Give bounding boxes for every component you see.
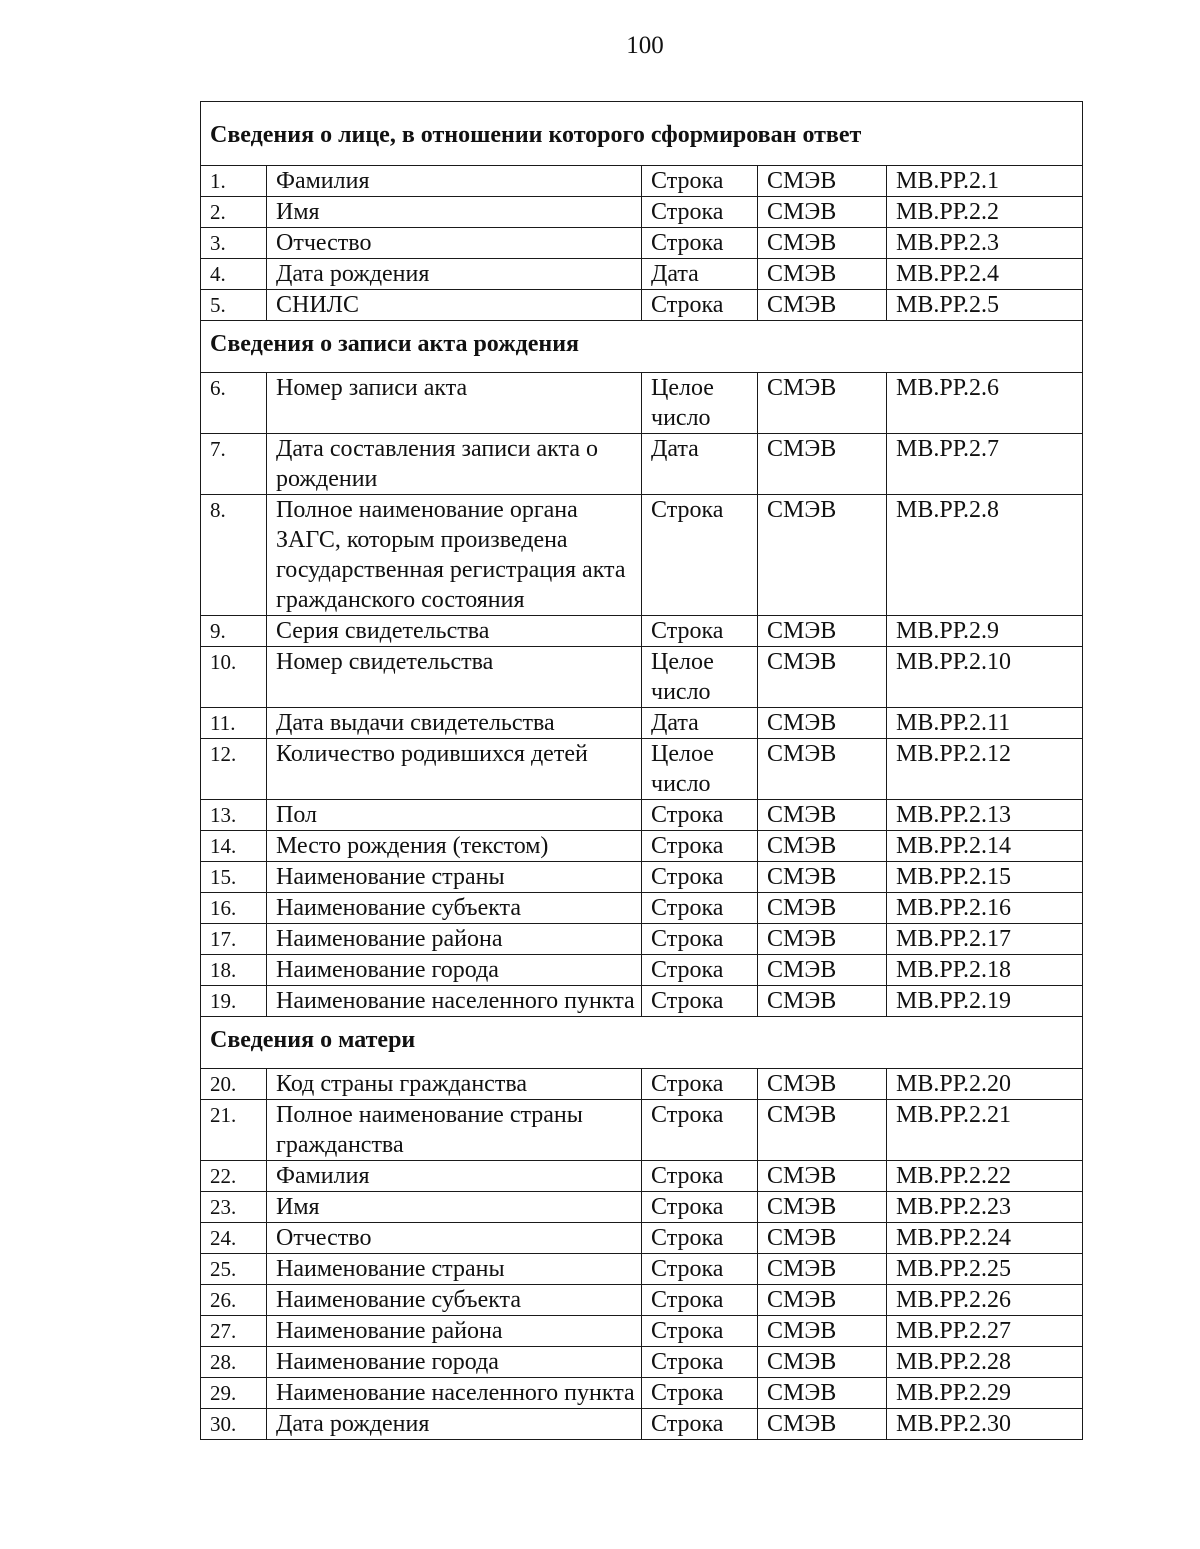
- table-row: [201, 197, 1083, 228]
- field-source: СМЭВ: [758, 924, 887, 955]
- field-code: МВ.РР.2.9: [887, 616, 1083, 647]
- field-source: СМЭВ: [758, 1192, 887, 1223]
- row-number: 23.: [201, 1192, 267, 1223]
- field-source: СМЭВ: [758, 1378, 887, 1409]
- field-source: СМЭВ: [758, 1254, 887, 1285]
- row-number: 29.: [201, 1378, 267, 1409]
- field-type: Строка: [642, 166, 758, 197]
- field-name: Количество родившихся детей: [267, 739, 642, 800]
- table-row: [201, 616, 1083, 647]
- row-number: 1.: [201, 166, 267, 197]
- row-number: 28.: [201, 1347, 267, 1378]
- field-code: МВ.РР.2.18: [887, 955, 1083, 986]
- row-number: 30.: [201, 1409, 267, 1440]
- row-number: 24.: [201, 1223, 267, 1254]
- field-type: Строка: [642, 924, 758, 955]
- row-number: 5.: [201, 290, 267, 321]
- field-code: МВ.РР.2.23: [887, 1192, 1083, 1223]
- field-code: МВ.РР.2.5: [887, 290, 1083, 321]
- row-number: 10.: [201, 647, 267, 708]
- table-row: [201, 259, 1083, 290]
- row-number: 13.: [201, 800, 267, 831]
- field-source: СМЭВ: [758, 955, 887, 986]
- row-number: 3.: [201, 228, 267, 259]
- field-code: МВ.РР.2.4: [887, 259, 1083, 290]
- field-source: СМЭВ: [758, 197, 887, 228]
- field-code: МВ.РР.2.21: [887, 1100, 1083, 1161]
- field-source: СМЭВ: [758, 1316, 887, 1347]
- row-number: 20.: [201, 1069, 267, 1100]
- row-number: 11.: [201, 708, 267, 739]
- field-code: МВ.РР.2.12: [887, 739, 1083, 800]
- table-row: [201, 290, 1083, 321]
- field-name: Наименование субъекта: [267, 893, 642, 924]
- field-source: СМЭВ: [758, 1347, 887, 1378]
- field-name: Номер записи акта: [267, 373, 642, 434]
- row-number: 14.: [201, 831, 267, 862]
- row-number: 7.: [201, 434, 267, 495]
- table-row: [201, 373, 1083, 434]
- field-type: Целое число: [642, 739, 758, 800]
- row-number: 9.: [201, 616, 267, 647]
- section-header-row: [201, 1017, 1083, 1069]
- field-name: Имя: [267, 1192, 642, 1223]
- field-code: МВ.РР.2.13: [887, 800, 1083, 831]
- row-number: 12.: [201, 739, 267, 800]
- field-type: Строка: [642, 1347, 758, 1378]
- field-type: Целое число: [642, 373, 758, 434]
- field-source: СМЭВ: [758, 434, 887, 495]
- field-type: Дата: [642, 708, 758, 739]
- field-type: Строка: [642, 986, 758, 1017]
- field-name: Имя: [267, 197, 642, 228]
- field-type: Строка: [642, 290, 758, 321]
- field-source: СМЭВ: [758, 1223, 887, 1254]
- field-type: Строка: [642, 1316, 758, 1347]
- field-code: МВ.РР.2.25: [887, 1254, 1083, 1285]
- field-name: Наименование района: [267, 1316, 642, 1347]
- field-type: Дата: [642, 434, 758, 495]
- section-header-row: [201, 321, 1083, 373]
- row-number: 16.: [201, 893, 267, 924]
- field-name: Полное наименование органа ЗАГС, которым произведена государственная регистрация акта гражданского состояния: [267, 495, 642, 616]
- field-name: Наименование города: [267, 1347, 642, 1378]
- table-row: [201, 831, 1083, 862]
- field-type: Строка: [642, 955, 758, 986]
- field-source: СМЭВ: [758, 862, 887, 893]
- field-source: СМЭВ: [758, 1100, 887, 1161]
- field-code: МВ.РР.2.6: [887, 373, 1083, 434]
- field-name: Серия свидетельства: [267, 616, 642, 647]
- field-name: Код страны гражданства: [267, 1069, 642, 1100]
- field-name: Отчество: [267, 228, 642, 259]
- row-number: 8.: [201, 495, 267, 616]
- field-name: Дата рождения: [267, 259, 642, 290]
- field-type: Строка: [642, 1192, 758, 1223]
- field-name: Дата составления записи акта о рождении: [267, 434, 642, 495]
- field-source: СМЭВ: [758, 290, 887, 321]
- field-name: Наименование страны: [267, 1254, 642, 1285]
- table-row: [201, 924, 1083, 955]
- field-code: МВ.РР.2.20: [887, 1069, 1083, 1100]
- field-type: Целое число: [642, 647, 758, 708]
- field-source: СМЭВ: [758, 800, 887, 831]
- field-code: МВ.РР.2.16: [887, 893, 1083, 924]
- field-source: СМЭВ: [758, 616, 887, 647]
- field-name: Наименование района: [267, 924, 642, 955]
- field-name: Дата выдачи свидетельства: [267, 708, 642, 739]
- field-code: МВ.РР.2.17: [887, 924, 1083, 955]
- field-type: Строка: [642, 228, 758, 259]
- table-row: [201, 1316, 1083, 1347]
- field-code: МВ.РР.2.8: [887, 495, 1083, 616]
- table-row: [201, 434, 1083, 495]
- field-type: Строка: [642, 1100, 758, 1161]
- table-row: [201, 1069, 1083, 1100]
- row-number: 18.: [201, 955, 267, 986]
- table-row: [201, 1285, 1083, 1316]
- attributes-table: [200, 101, 1083, 1440]
- field-type: Дата: [642, 259, 758, 290]
- field-name: Полное наименование страны гражданства: [267, 1100, 642, 1161]
- field-code: МВ.РР.2.30: [887, 1409, 1083, 1440]
- row-number: 19.: [201, 986, 267, 1017]
- table-row: [201, 647, 1083, 708]
- table-row: [201, 1161, 1083, 1192]
- field-code: МВ.РР.2.22: [887, 1161, 1083, 1192]
- field-code: МВ.РР.2.26: [887, 1285, 1083, 1316]
- field-code: МВ.РР.2.15: [887, 862, 1083, 893]
- field-code: МВ.РР.2.11: [887, 708, 1083, 739]
- field-type: Строка: [642, 1409, 758, 1440]
- table-row: [201, 1409, 1083, 1440]
- field-type: Строка: [642, 1069, 758, 1100]
- field-source: СМЭВ: [758, 1409, 887, 1440]
- table-row: [201, 862, 1083, 893]
- table-row: [201, 1223, 1083, 1254]
- table-row: [201, 1254, 1083, 1285]
- field-code: МВ.РР.2.27: [887, 1316, 1083, 1347]
- field-name: Наименование населенного пункта: [267, 986, 642, 1017]
- section-title: Сведения о лице, в отношении которого сформирован ответ: [201, 102, 1083, 166]
- table-row: [201, 986, 1083, 1017]
- table-row: [201, 166, 1083, 197]
- field-source: СМЭВ: [758, 259, 887, 290]
- page-number: 100: [626, 32, 664, 59]
- field-name: Наименование субъекта: [267, 1285, 642, 1316]
- field-name: Пол: [267, 800, 642, 831]
- table-row: [201, 495, 1083, 616]
- field-name: Номер свидетельства: [267, 647, 642, 708]
- row-number: 27.: [201, 1316, 267, 1347]
- row-number: 21.: [201, 1100, 267, 1161]
- field-name: Отчество: [267, 1223, 642, 1254]
- field-name: Фамилия: [267, 1161, 642, 1192]
- section-title: Сведения о записи акта рождения: [201, 321, 1083, 373]
- field-type: Строка: [642, 616, 758, 647]
- field-type: Строка: [642, 862, 758, 893]
- field-code: МВ.РР.2.3: [887, 228, 1083, 259]
- table-row: [201, 955, 1083, 986]
- table-row: [201, 800, 1083, 831]
- field-name: Дата рождения: [267, 1409, 642, 1440]
- field-code: МВ.РР.2.24: [887, 1223, 1083, 1254]
- field-source: СМЭВ: [758, 166, 887, 197]
- field-type: Строка: [642, 893, 758, 924]
- field-type: Строка: [642, 197, 758, 228]
- field-name: Наименование страны: [267, 862, 642, 893]
- field-code: МВ.РР.2.2: [887, 197, 1083, 228]
- field-name: СНИЛС: [267, 290, 642, 321]
- row-number: 22.: [201, 1161, 267, 1192]
- field-source: СМЭВ: [758, 228, 887, 259]
- table-row: [201, 1100, 1083, 1161]
- table-row: [201, 228, 1083, 259]
- field-name: Наименование города: [267, 955, 642, 986]
- field-type: Строка: [642, 495, 758, 616]
- field-name: Место рождения (текстом): [267, 831, 642, 862]
- row-number: 2.: [201, 197, 267, 228]
- field-code: МВ.РР.2.29: [887, 1378, 1083, 1409]
- table-row: [201, 1347, 1083, 1378]
- field-type: Строка: [642, 800, 758, 831]
- field-source: СМЭВ: [758, 986, 887, 1017]
- row-number: 4.: [201, 259, 267, 290]
- field-name: Фамилия: [267, 166, 642, 197]
- table-row: [201, 1378, 1083, 1409]
- table-row: [201, 893, 1083, 924]
- field-source: СМЭВ: [758, 1161, 887, 1192]
- field-code: МВ.РР.2.14: [887, 831, 1083, 862]
- field-code: МВ.РР.2.1: [887, 166, 1083, 197]
- section-header-row: [201, 102, 1083, 166]
- row-number: 25.: [201, 1254, 267, 1285]
- row-number: 15.: [201, 862, 267, 893]
- field-source: СМЭВ: [758, 647, 887, 708]
- row-number: 17.: [201, 924, 267, 955]
- field-source: СМЭВ: [758, 495, 887, 616]
- field-type: Строка: [642, 1378, 758, 1409]
- row-number: 6.: [201, 373, 267, 434]
- field-code: МВ.РР.2.7: [887, 434, 1083, 495]
- row-number: 26.: [201, 1285, 267, 1316]
- field-type: Строка: [642, 1223, 758, 1254]
- field-type: Строка: [642, 831, 758, 862]
- section-title: Сведения о матери: [201, 1017, 1083, 1069]
- field-name: Наименование населенного пункта: [267, 1378, 642, 1409]
- table-row: [201, 1192, 1083, 1223]
- field-source: СМЭВ: [758, 831, 887, 862]
- table-row: [201, 708, 1083, 739]
- field-source: СМЭВ: [758, 1069, 887, 1100]
- field-type: Строка: [642, 1285, 758, 1316]
- field-type: Строка: [642, 1254, 758, 1285]
- table-row: [201, 739, 1083, 800]
- field-code: МВ.РР.2.19: [887, 986, 1083, 1017]
- field-type: Строка: [642, 1161, 758, 1192]
- field-code: МВ.РР.2.28: [887, 1347, 1083, 1378]
- field-code: МВ.РР.2.10: [887, 647, 1083, 708]
- field-source: СМЭВ: [758, 739, 887, 800]
- field-source: СМЭВ: [758, 1285, 887, 1316]
- field-source: СМЭВ: [758, 893, 887, 924]
- field-source: СМЭВ: [758, 373, 887, 434]
- field-source: СМЭВ: [758, 708, 887, 739]
